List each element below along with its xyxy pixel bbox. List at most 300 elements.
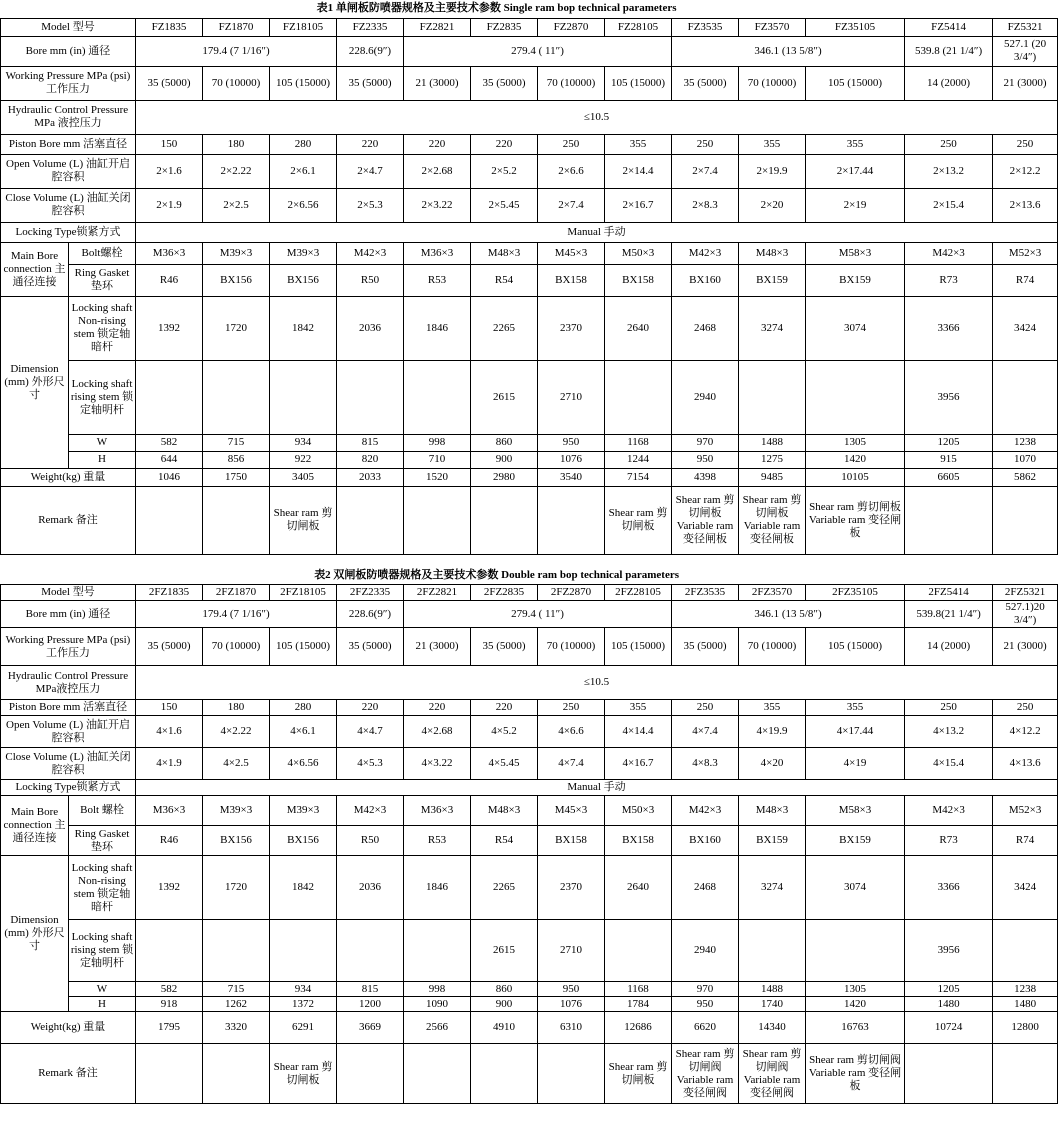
height-cell: 1244 [605,451,672,468]
model-cell: 2FZ2835 [471,585,538,601]
close-volume-cell: 2×1.9 [136,188,203,222]
close-volume-cell: 4×5.45 [471,748,538,780]
non-rising-cell: 3366 [905,856,993,920]
width-cell: 715 [203,434,270,451]
close-volume-cell: 2×6.56 [270,188,337,222]
width-cell: 998 [404,982,471,997]
bolt-cell: M39×3 [203,796,270,826]
ring-gasket-cell: R73 [905,264,993,296]
bolt-cell: M58×3 [806,796,905,826]
bolt-cell: M36×3 [404,796,471,826]
working-pressure-cell: 35 (5000) [672,66,739,100]
working-pressure-cell: 105 (15000) [270,66,337,100]
piston-bore-label: Piston Bore mm 活塞直径 [1,134,136,154]
ring-gasket-cell: BX156 [203,826,270,856]
piston-bore-cell: 220 [471,700,538,716]
model-cell: FZ5321 [993,18,1058,36]
table-row [1,242,1058,264]
rising-cell [993,920,1058,982]
non-rising-stem-label: Locking shaft Non-rising stem 锁定轴暗杆 [69,856,136,920]
close-volume-cell: 4×5.3 [337,748,404,780]
bolt-cell: M48×3 [471,242,538,264]
open-volume-cell: 4×13.2 [905,716,993,748]
working-pressure-cell: 14 (2000) [905,628,993,666]
hydraulic-control-label: Hydraulic Control Pressure MPa液控压力 [1,666,136,700]
model-cell: 2FZ3535 [672,585,739,601]
non-rising-cell: 1392 [136,296,203,360]
bolt-cell: M50×3 [605,242,672,264]
bolt-cell: M52×3 [993,242,1058,264]
close-volume-cell: 4×13.6 [993,748,1058,780]
double-ram-table-section [0,567,1060,1105]
height-cell: 1200 [337,997,404,1012]
height-label: H [69,997,136,1012]
rising-cell [605,360,672,434]
bore-cell: 279.4 ( 11″) [404,36,672,66]
width-cell: 1305 [806,982,905,997]
open-volume-cell: 4×5.2 [471,716,538,748]
weight-cell: 2566 [404,1012,471,1044]
remark-cell [993,1044,1058,1104]
non-rising-cell: 2640 [605,296,672,360]
ring-gasket-cell: BX158 [605,264,672,296]
piston-bore-cell: 250 [538,134,605,154]
open-volume-cell: 2×6.1 [270,154,337,188]
rising-cell [270,920,337,982]
open-volume-cell: 2×19.9 [739,154,806,188]
locking-type-value: Manual 手动 [136,222,1058,242]
model-cell: 2FZ1870 [203,585,270,601]
table-row [1,666,1058,700]
rising-cell: 2710 [538,360,605,434]
piston-bore-cell: 180 [203,134,270,154]
rising-stem-label: Locking shaft rising stem 锁定轴明杆 [69,360,136,434]
non-rising-cell: 2640 [605,856,672,920]
non-rising-cell: 2036 [337,296,404,360]
bolt-cell: M52×3 [993,796,1058,826]
remark-cell: Shear ram 剪切闸板 [270,1044,337,1104]
working-pressure-cell: 105 (15000) [806,628,905,666]
piston-bore-cell: 250 [905,134,993,154]
non-rising-cell: 2370 [538,856,605,920]
table-row [1,18,1058,36]
rising-cell [605,920,672,982]
height-cell: 1480 [993,997,1058,1012]
table-row [1,434,1058,451]
remark-cell [136,1044,203,1104]
open-volume-cell: 2×13.2 [905,154,993,188]
model-label: Model 型号 [1,18,136,36]
width-cell: 860 [471,982,538,997]
piston-bore-cell: 250 [993,134,1058,154]
rising-cell [806,920,905,982]
model-cell: FZ3570 [739,18,806,36]
bolt-cell: M36×3 [136,796,203,826]
bolt-cell: M42×3 [337,796,404,826]
width-cell: 998 [404,434,471,451]
non-rising-cell: 1846 [404,296,471,360]
rising-cell [136,920,203,982]
height-cell: 644 [136,451,203,468]
working-pressure-cell: 35 (5000) [337,628,404,666]
close-volume-cell: 2×19 [806,188,905,222]
rising-cell [203,920,270,982]
model-cell: 2FZ2335 [337,585,404,601]
model-cell: FZ2870 [538,18,605,36]
table-row [1,856,1058,920]
width-cell: 582 [136,982,203,997]
model-cell: 2FZ2870 [538,585,605,601]
table-row [1,296,1058,360]
bore-cell: 527.1 (20 3/4″) [993,36,1058,66]
ring-gasket-cell: BX156 [270,826,337,856]
width-cell: 934 [270,982,337,997]
bolt-cell: M50×3 [605,796,672,826]
close-volume-cell: 2×16.7 [605,188,672,222]
width-cell: 815 [337,434,404,451]
model-cell: 2FZ35105 [806,585,905,601]
piston-bore-cell: 355 [806,700,905,716]
rising-cell [404,360,471,434]
t2-spec-table [0,567,1058,1105]
remark-cell [905,1044,993,1104]
ring-gasket-cell: BX159 [806,826,905,856]
working-pressure-label: Working Pressure MPa (psi) 工作压力 [1,628,136,666]
main-bore-connection-label: Main Bore connection 主通径连接 [1,242,69,296]
close-volume-cell: 2×20 [739,188,806,222]
rising-cell [337,920,404,982]
height-cell: 900 [471,997,538,1012]
weight-cell: 10724 [905,1012,993,1044]
table-row [1,222,1058,242]
close-volume-cell: 4×1.9 [136,748,203,780]
ring-gasket-cell: R73 [905,826,993,856]
close-volume-cell: 4×2.5 [203,748,270,780]
non-rising-cell: 3274 [739,856,806,920]
rising-cell [993,360,1058,434]
rising-cell: 2615 [471,360,538,434]
height-cell: 1784 [605,997,672,1012]
ring-gasket-cell: R50 [337,826,404,856]
ring-gasket-label: Ring Gasket 垫环 [69,264,136,296]
rising-cell: 3956 [905,360,993,434]
piston-bore-cell: 220 [337,134,404,154]
rising-stem-label: Locking shaft rising stem 锁定轴明杆 [69,920,136,982]
piston-bore-cell: 355 [605,134,672,154]
open-volume-cell: 4×19.9 [739,716,806,748]
height-cell: 1076 [538,997,605,1012]
ring-gasket-label: Ring Gasket 垫环 [69,826,136,856]
bolt-cell: M42×3 [905,242,993,264]
non-rising-cell: 2265 [471,856,538,920]
table-row [1,716,1058,748]
t1-spec-table [0,0,1058,555]
non-rising-cell: 3074 [806,856,905,920]
width-cell: 582 [136,434,203,451]
piston-bore-cell: 150 [136,134,203,154]
non-rising-cell: 1720 [203,856,270,920]
height-cell: 922 [270,451,337,468]
table-row [1,796,1058,826]
remark-cell [136,486,203,554]
weight-label: Weight(kg) 重量 [1,1012,136,1044]
weight-cell: 3540 [538,468,605,486]
dimension-label: Dimension (mm) 外形尺寸 [1,856,69,1012]
remark-cell: Shear ram 剪切闸板 [605,1044,672,1104]
width-cell: 1205 [905,434,993,451]
model-cell: 2FZ1835 [136,585,203,601]
height-cell: 1372 [270,997,337,1012]
model-cell: 2FZ28105 [605,585,672,601]
piston-bore-cell: 250 [538,700,605,716]
bolt-label: Bolt 螺栓 [69,796,136,826]
table-divider [0,555,1060,567]
ring-gasket-cell: BX159 [739,826,806,856]
table-row [1,0,1058,18]
table-row [1,134,1058,154]
piston-bore-cell: 280 [270,134,337,154]
height-cell: 1420 [806,451,905,468]
close-volume-cell: 2×5.3 [337,188,404,222]
bolt-cell: M45×3 [538,796,605,826]
height-cell: 1740 [739,997,806,1012]
table-row [1,920,1058,982]
remark-cell [471,1044,538,1104]
weight-cell: 16763 [806,1012,905,1044]
working-pressure-label: Working Pressure MPa (psi) 工作压力 [1,66,136,100]
model-cell: FZ3535 [672,18,739,36]
working-pressure-cell: 70 (10000) [203,66,270,100]
table-row [1,585,1058,601]
rising-cell: 2940 [672,360,739,434]
rising-cell [739,920,806,982]
close-volume-cell: 2×2.5 [203,188,270,222]
working-pressure-cell: 70 (10000) [538,66,605,100]
open-volume-cell: 2×2.22 [203,154,270,188]
weight-cell: 12686 [605,1012,672,1044]
ring-gasket-cell: R46 [136,264,203,296]
bolt-label: Bolt螺栓 [69,242,136,264]
working-pressure-cell: 21 (3000) [404,66,471,100]
rising-cell [404,920,471,982]
piston-bore-cell: 250 [905,700,993,716]
working-pressure-cell: 35 (5000) [471,66,538,100]
working-pressure-cell: 105 (15000) [605,628,672,666]
non-rising-cell: 3274 [739,296,806,360]
close-volume-cell: 2×5.45 [471,188,538,222]
ring-gasket-cell: BX159 [806,264,905,296]
remark-cell: Shear ram 剪切闸板 Variable ram 变径闸板 [672,486,739,554]
weight-cell: 12800 [993,1012,1058,1044]
piston-bore-cell: 355 [605,700,672,716]
table-row [1,826,1058,856]
remark-cell [203,1044,270,1104]
width-label: W [69,434,136,451]
table-row [1,601,1058,628]
height-cell: 915 [905,451,993,468]
bolt-cell: M36×3 [136,242,203,264]
open-volume-cell: 4×7.4 [672,716,739,748]
bolt-cell: M48×3 [471,796,538,826]
open-volume-cell: 2×7.4 [672,154,739,188]
remark-cell [404,1044,471,1104]
piston-bore-cell: 250 [672,134,739,154]
piston-bore-cell: 280 [270,700,337,716]
height-cell: 1090 [404,997,471,1012]
close-volume-cell: 2×7.4 [538,188,605,222]
table-row [1,628,1058,666]
close-volume-cell: 4×8.3 [672,748,739,780]
non-rising-cell: 2468 [672,296,739,360]
model-cell: 2FZ2821 [404,585,471,601]
ring-gasket-cell: BX156 [270,264,337,296]
working-pressure-cell: 70 (10000) [739,66,806,100]
piston-bore-cell: 355 [806,134,905,154]
width-cell: 1205 [905,982,993,997]
rising-cell [270,360,337,434]
remark-cell: Shear ram 剪切闸阀 Variable ram 变径闸阀 [739,1044,806,1104]
non-rising-cell: 2036 [337,856,404,920]
piston-bore-cell: 355 [739,700,806,716]
hydraulic-control-label: Hydraulic Control Pressure MPa 液控压力 [1,100,136,134]
non-rising-cell: 3424 [993,856,1058,920]
working-pressure-cell: 35 (5000) [136,628,203,666]
ring-gasket-cell: BX156 [203,264,270,296]
bolt-cell: M36×3 [404,242,471,264]
working-pressure-cell: 35 (5000) [471,628,538,666]
model-cell: FZ1835 [136,18,203,36]
weight-cell: 1046 [136,468,203,486]
rising-cell [203,360,270,434]
working-pressure-cell: 105 (15000) [605,66,672,100]
weight-cell: 9485 [739,468,806,486]
rising-cell [739,360,806,434]
remark-cell [337,486,404,554]
bore-cell: 179.4 (7 1/16″) [136,36,337,66]
working-pressure-cell: 21 (3000) [404,628,471,666]
open-volume-cell: 4×6.6 [538,716,605,748]
weight-cell: 4910 [471,1012,538,1044]
bore-cell: 279.4 ( 11″) [404,601,672,628]
model-cell: 2FZ3570 [739,585,806,601]
open-volume-cell: 4×2.68 [404,716,471,748]
width-cell: 1168 [605,982,672,997]
working-pressure-cell: 35 (5000) [337,66,404,100]
close-volume-cell: 4×3.22 [404,748,471,780]
weight-cell: 5862 [993,468,1058,486]
open-volume-cell: 4×4.7 [337,716,404,748]
table-title: 表2 双闸板防喷器规格及主要技术参数 Double ram bop technical parameters [1,567,993,585]
non-rising-cell: 1846 [404,856,471,920]
width-label: W [69,982,136,997]
hydraulic-control-value: ≤10.5 [136,100,1058,134]
piston-bore-cell: 220 [471,134,538,154]
open-volume-cell: 4×1.6 [136,716,203,748]
weight-cell: 3320 [203,1012,270,1044]
height-cell: 900 [471,451,538,468]
weight-cell: 7154 [605,468,672,486]
weight-cell: 1750 [203,468,270,486]
close-volume-cell: 2×3.22 [404,188,471,222]
bore-cell: 228.6(9″) [337,601,404,628]
bore-label: Bore mm (in) 通径 [1,601,136,628]
remark-cell [905,486,993,554]
table-row [1,997,1058,1012]
working-pressure-cell: 105 (15000) [806,66,905,100]
bolt-cell: M42×3 [672,796,739,826]
piston-bore-cell: 220 [337,700,404,716]
main-bore-connection-label: Main Bore connection 主通径连接 [1,796,69,856]
width-cell: 970 [672,434,739,451]
model-cell: 2FZ5321 [993,585,1058,601]
piston-bore-cell: 180 [203,700,270,716]
weight-cell: 3405 [270,468,337,486]
close-volume-cell: 2×15.4 [905,188,993,222]
table-row [1,188,1058,222]
close-volume-label: Close Volume (L) 油缸关闭腔容积 [1,188,136,222]
ring-gasket-cell: BX158 [605,826,672,856]
piston-bore-cell: 150 [136,700,203,716]
table-row [1,154,1058,188]
remark-cell [993,486,1058,554]
bore-cell: 346.1 (13 5/8″) [672,36,905,66]
rising-cell [136,360,203,434]
bolt-cell: M48×3 [739,796,806,826]
piston-bore-cell: 355 [739,134,806,154]
non-rising-cell: 1842 [270,856,337,920]
bolt-cell: M39×3 [270,796,337,826]
width-cell: 860 [471,434,538,451]
piston-bore-cell: 220 [404,700,471,716]
bolt-cell: M58×3 [806,242,905,264]
open-volume-cell: 2×4.7 [337,154,404,188]
remark-cell: Shear ram 剪切闸板 Variable ram 变径闸板 [739,486,806,554]
ring-gasket-cell: R74 [993,264,1058,296]
model-cell: FZ28105 [605,18,672,36]
open-volume-cell: 4×17.44 [806,716,905,748]
non-rising-cell: 3424 [993,296,1058,360]
model-cell: FZ5414 [905,18,993,36]
locking-type-label: Locking Type锁紧方式 [1,222,136,242]
working-pressure-cell: 14 (2000) [905,66,993,100]
remark-cell [538,1044,605,1104]
bore-cell: 539.8 (21 1/4″) [905,36,993,66]
ring-gasket-cell: R46 [136,826,203,856]
ring-gasket-cell: BX160 [672,264,739,296]
close-volume-cell: 4×16.7 [605,748,672,780]
table-row [1,748,1058,780]
open-volume-cell: 2×5.2 [471,154,538,188]
table-row [1,700,1058,716]
weight-cell: 6620 [672,1012,739,1044]
weight-cell: 1520 [404,468,471,486]
table-row [1,567,1058,585]
working-pressure-cell: 70 (10000) [538,628,605,666]
weight-cell: 2980 [471,468,538,486]
ring-gasket-cell: R74 [993,826,1058,856]
table-row [1,780,1058,796]
model-cell: FZ2335 [337,18,404,36]
model-cell: 2FZ5414 [905,585,993,601]
model-cell: FZ35105 [806,18,905,36]
bolt-cell: M42×3 [337,242,404,264]
locking-type-label: Locking Type锁紧方式 [1,780,136,796]
width-cell: 1488 [739,434,806,451]
width-cell: 715 [203,982,270,997]
close-volume-cell: 4×7.4 [538,748,605,780]
open-volume-cell: 4×14.4 [605,716,672,748]
width-cell: 970 [672,982,739,997]
